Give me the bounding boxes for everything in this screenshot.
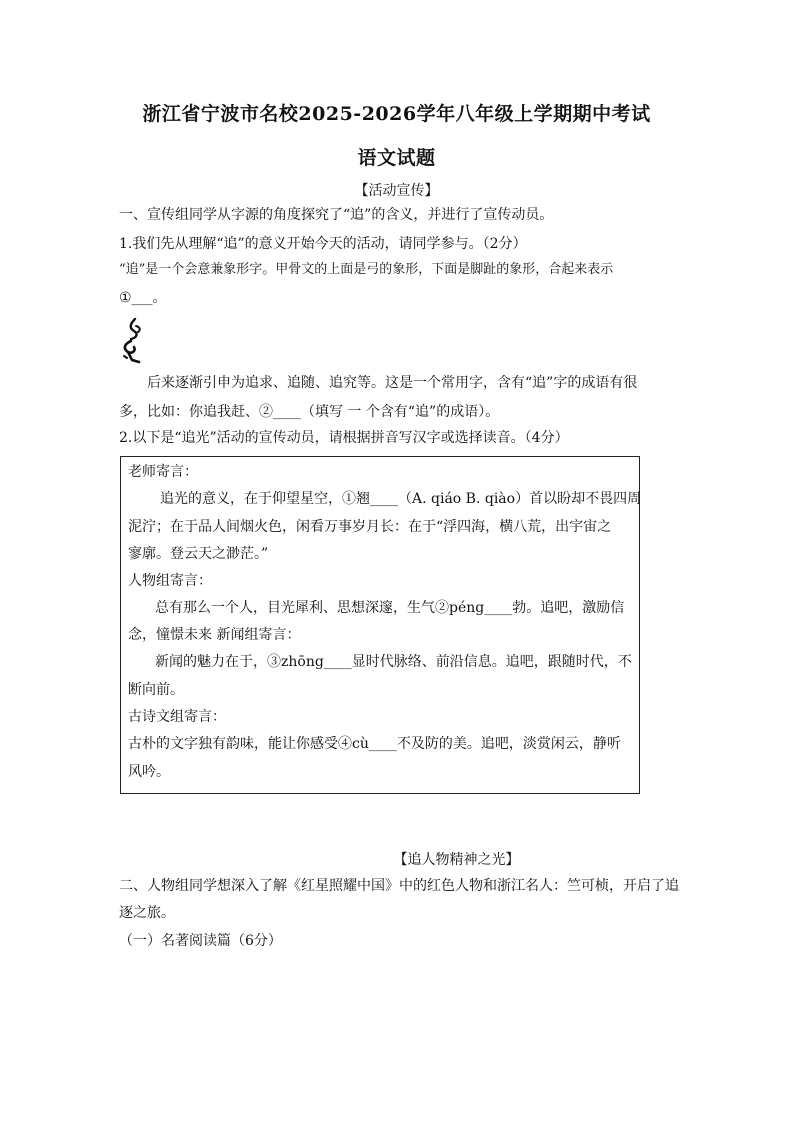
section-activity-header: 【活动宣传】 [354, 183, 439, 199]
teacher-line-2: 泥泞；在于品人间烟火色，闲看万事岁月长：在于“浮四海，横八荒，出宇宙之 [128, 519, 612, 535]
news-group-line-2: 断向前。 [128, 682, 184, 698]
news-group-line-1: 新闻的魅力在于，③zhōng____显时代脉络、前沿信息。追吧，跟随时代，不 [155, 654, 632, 670]
teacher-line-3: 寥廓。登云天之渺茫。” [128, 546, 269, 562]
poem-group-line-1: 古朴的文字独有韵味，能让你感受④cù____不及防的美。追吧，淡赏闲云，静听 [128, 736, 621, 752]
people-group-line-2: 念，憧憬未来 新闻组寄言： [128, 627, 301, 643]
oracle-bone-zhui-glyph-icon [118, 316, 148, 366]
section-people-header: 【追人物精神之光】 [393, 852, 520, 868]
question-1-text: “追”是一个会意兼象形字。甲骨文的上面是弓的象形，下面是脚趾的象形，合起来表示 [119, 262, 614, 277]
teacher-line-1: 追光的意义，在于仰望星空，①翘____（A. qiáo B. qiào）首以盼却不畏四周 [160, 491, 642, 507]
poem-group-line-2: 风吟。 [128, 764, 170, 780]
classic-reading-heading: （一）名著阅读篇（6分） [119, 933, 282, 949]
exam-subtitle: 语文试题 [357, 147, 436, 169]
people-group-line-1: 总有那么一个人，目光犀利、思想深邃，生气②péng____勃。追吧，激励信 [155, 600, 625, 616]
question-1-para2: 多，比如：你追我赶、②____（填写 一 个含有“追”的成语）。 [119, 404, 500, 420]
question-2-stem: 2.以下是“追光”活动的宣传动员，请根据拼音写汉字或选择读音。（4分） [119, 430, 569, 446]
teacher-label: 老师寄言： [128, 464, 198, 480]
exam-title: 浙江省宁波市名校2025-2026学年八年级上学期期中考试 [142, 103, 651, 125]
question-1-stem: 1.我们先从理解“追”的意义开始今天的活动，请同学参与。（2分） [119, 236, 527, 252]
section-two-intro-2: 逐之旅。 [119, 905, 175, 921]
question-1-para1: 后来逐渐引申为追求、追随、追究等。这是一个常用字，含有“追”字的成语有很 [147, 375, 638, 391]
people-group-label: 人物组寄言： [128, 573, 212, 589]
section-one-intro: 一、宣传组同学从字源的角度探究了“追”的含义，并进行了宣传动员。 [119, 207, 554, 223]
section-two-intro-1: 二、人物组同学想深入了解《红星照耀中国》中的红色人物和浙江名人：竺可桢，开启了追 [119, 878, 679, 894]
poem-group-label: 古诗文组寄言： [128, 709, 226, 725]
question-1-blank: ①___。 [119, 290, 167, 306]
